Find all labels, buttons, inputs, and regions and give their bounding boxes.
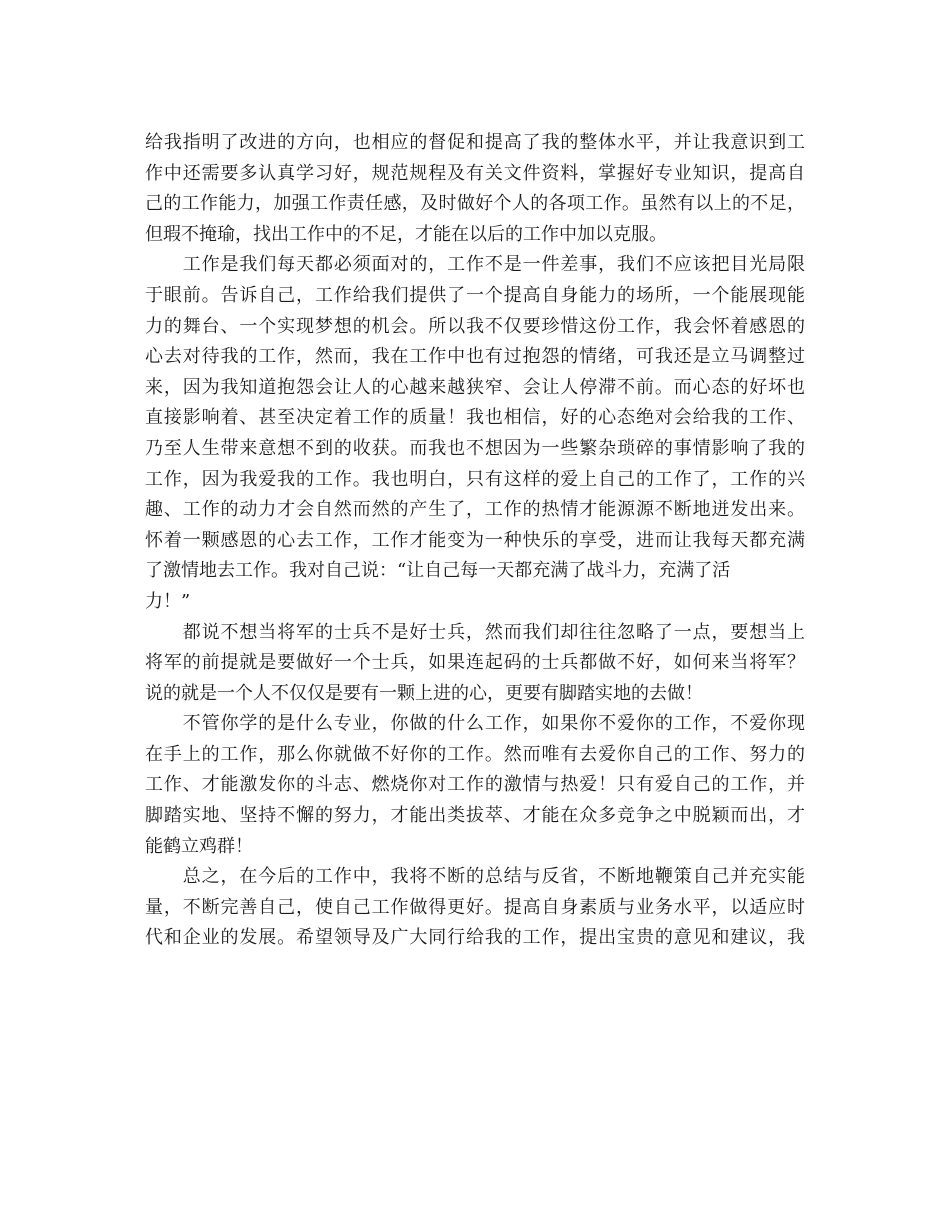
text-line: 了激情地去工作。我对自己说：“让自己每一天都充满了战斗力，充满了活	[145, 560, 731, 582]
text-line: 不管你学的是什么专业，你做的什么工作，如果你不爱你的工作，不爱你现	[145, 713, 805, 735]
text-line: 将军的前提就是要做好一个士兵，如果连起码的士兵都做不好，如何来当将军？	[145, 652, 805, 674]
document-body	[145, 128, 805, 954]
text-line: 说的就是一个人不仅仅是要有一颗上进的心，更要有脚踏实地的去做！	[145, 682, 703, 704]
text-line: 于眼前。告诉自己，工作给我们提供了一个提高自身能力的场所，一个能展现能	[145, 284, 805, 306]
text-line: 直接影响着、甚至决定着工作的质量！我也相信，好的心态绝对会给我的工作、	[145, 407, 805, 429]
text-line: 代和企业的发展。希望领导及广大同行给我的工作，提出宝贵的意见和建议，我	[145, 927, 805, 949]
text-line: 都说不想当将军的士兵不是好士兵，然而我们却往往忽略了一点，要想当上	[145, 621, 805, 643]
paragraph-1	[145, 128, 805, 250]
text-line: 趣、工作的动力才会自然而然的产生了，工作的热情才能源源不断地迸发出来。	[145, 499, 805, 521]
text-line: 力！”	[145, 590, 191, 612]
text-line: 在手上的工作，那么你就做不好你的工作。然而唯有去爱你自己的工作、努力的	[145, 743, 805, 765]
text-line: 工作是我们每天都必须面对的，工作不是一件差事，我们不应该把目光局限	[145, 254, 805, 276]
text-line: 脚踏实地、坚持不懈的努力，才能出类拔萃、才能在众多竞争之中脱颖而出，才	[145, 805, 805, 827]
text-line: 总之，在今后的工作中，我将不断的总结与反省，不断地鞭策自己并充实能	[145, 866, 805, 888]
paragraph-4	[145, 709, 805, 862]
text-line: 给我指明了改进的方向，也相应的督促和提高了我的整体水平，并让我意识到工	[145, 132, 805, 153]
text-line: 能鹤立鸡群！	[145, 835, 253, 857]
text-line: 作中还需要多认真学习好，规范规程及有关文件资料，掌握好专业知识，提高自	[145, 162, 805, 184]
text-line: 乃至人生带来意想不到的收获。而我也不想因为一些繁杂琐碎的事情影响了我的	[145, 437, 805, 459]
paragraph-2	[145, 250, 805, 617]
text-line: 量，不断完善自己，使自己工作做得更好。提高自身素质与业务水平，以适应时	[145, 896, 805, 918]
text-line: 力的舞台、一个实现梦想的机会。所以我不仅要珍惜这份工作，我会怀着感恩的	[145, 315, 805, 337]
paragraph-3	[145, 618, 805, 710]
text-line: 工作、才能激发你的斗志、燃烧你对工作的激情与热爱！只有爱自己的工作，并	[145, 774, 805, 796]
text-line: 但瑕不掩瑜，找出工作中的不足，才能在以后的工作中加以克服。	[145, 223, 667, 245]
text-line: 心去对待我的工作，然而，我在工作中也有过抱怨的情绪，可我还是立马调整过	[145, 346, 805, 368]
text-line: 怀着一颗感恩的心去工作，工作才能变为一种快乐的享受，进而让我每天都充满	[145, 529, 805, 551]
text-line: 工作，因为我爱我的工作。我也明白，只有这样的爱上自己的工作了，工作的兴	[145, 468, 805, 490]
text-line: 己的工作能力，加强工作责任感，及时做好个人的各项工作。虽然有以上的不足，	[145, 193, 805, 215]
paragraph-5	[145, 862, 805, 954]
text-line: 来，因为我知道抱怨会让人的心越来越狭窄、会让人停滞不前。而心态的好坏也	[145, 376, 805, 398]
